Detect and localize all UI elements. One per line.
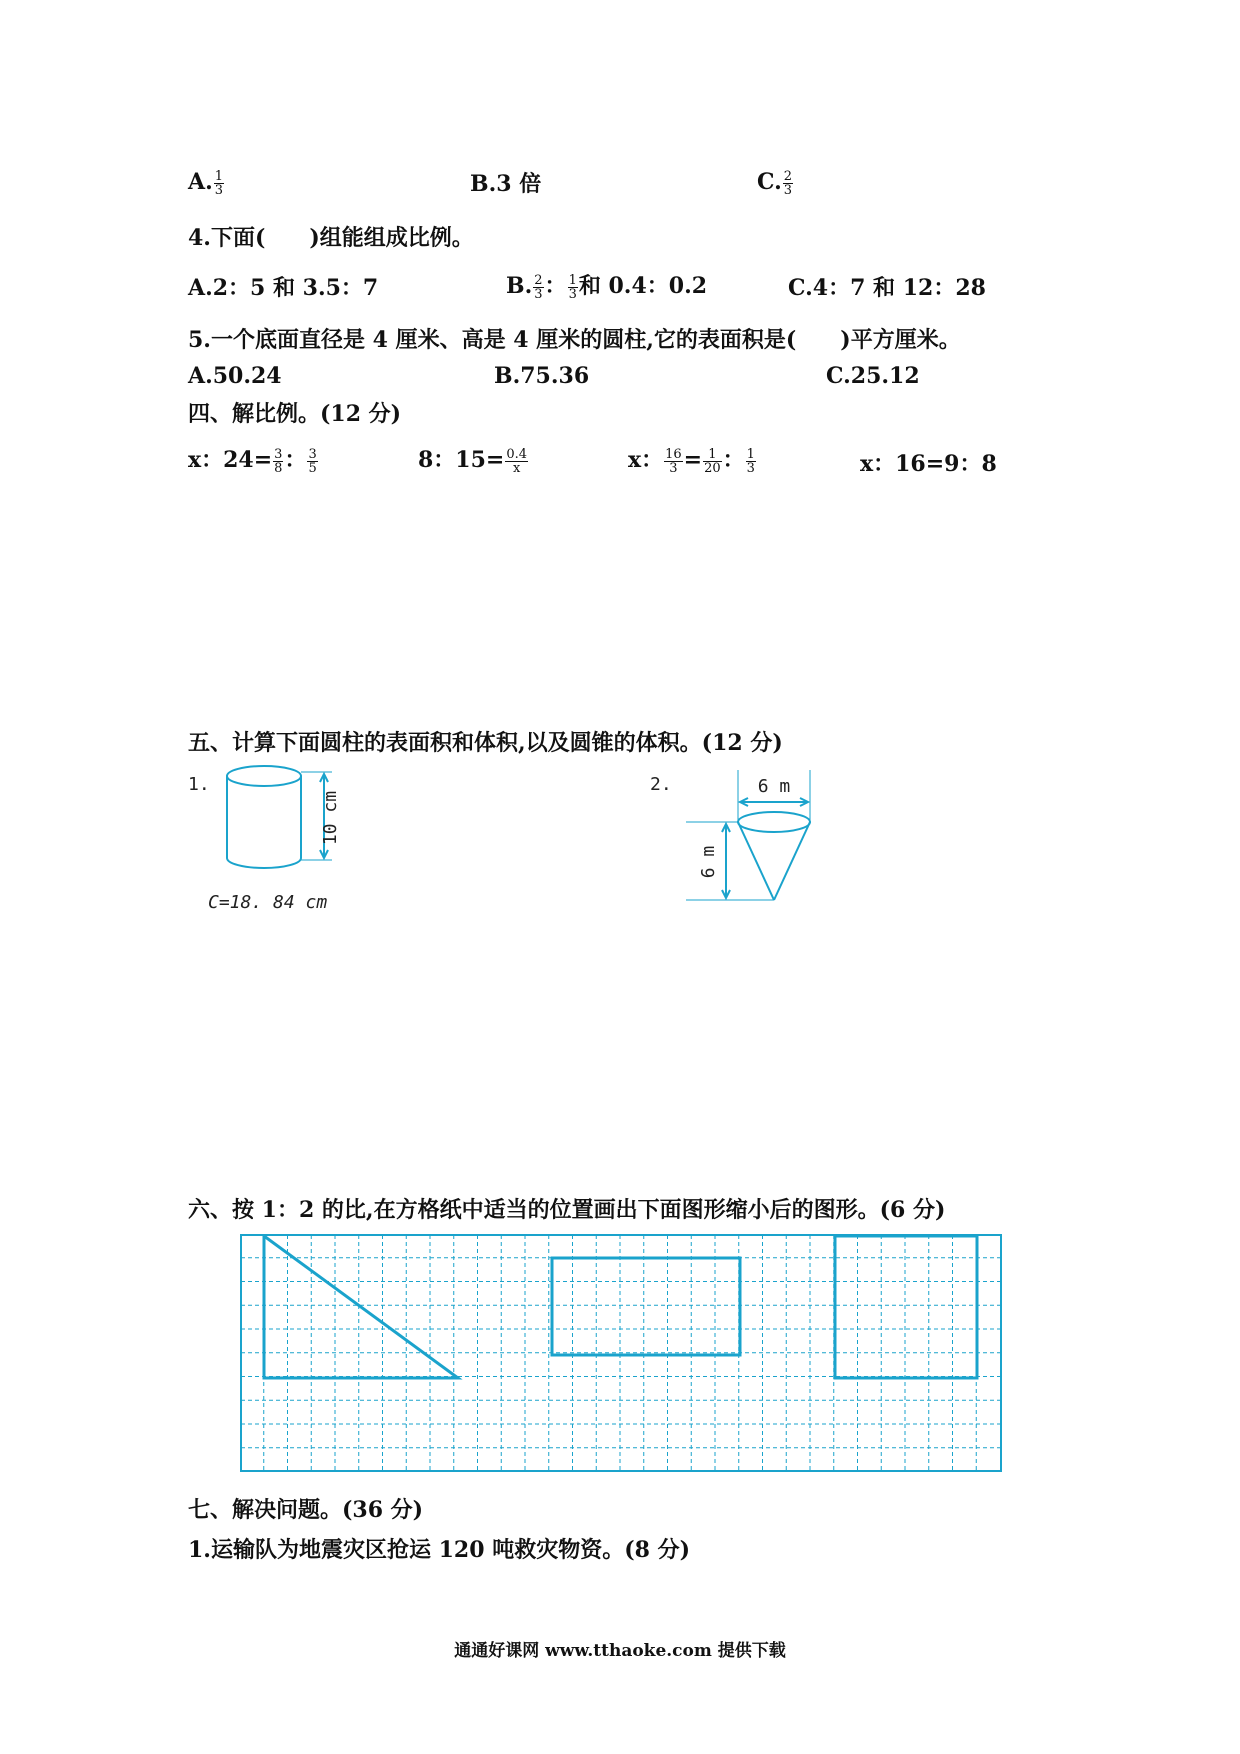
equation-2: 8：15= $\frac{0.4}{x}$: [418, 446, 528, 476]
cone-base: [738, 812, 810, 832]
q3-option-a: A. $\frac{1}{3}$: [188, 168, 224, 198]
fraction: $\frac{2}{3}$: [534, 272, 543, 302]
q5-option-b: B.75.36: [494, 363, 590, 389]
cone-diameter-label: 6 m: [757, 776, 791, 797]
q4-option-a: A.2：5 和 3.5：7: [188, 275, 379, 301]
equation-3: x： $\frac{16}{3}$ = $\frac{1}{20}$ ： $\frac{1}{3}$: [628, 446, 755, 476]
fraction: $\frac{0.4}{x}$: [506, 446, 528, 476]
q4-option-b: B. $\frac{2}{3}$ ： $\frac{1}{3}$ 和 0.4：0.2: [506, 272, 708, 302]
fraction: $\frac{1}{3}$: [214, 168, 224, 198]
section-4-title: 四、解比例。(12 分): [188, 401, 402, 427]
section-7-title: 七、解决问题。(36 分): [188, 1497, 424, 1523]
q5-option-a: A.50.24: [188, 363, 282, 389]
q4-option-c: C.4：7 和 12：28: [788, 275, 986, 301]
cylinder-figure: [214, 752, 354, 872]
q5-option-c: C.25.12: [826, 363, 920, 389]
section-6-title: 六、按 1：2 的比,在方格纸中适当的位置画出下面图形缩小后的图形。(6 分): [188, 1197, 946, 1223]
fraction: $\frac{1}{3}$: [746, 446, 755, 476]
grid-paper: [240, 1234, 1004, 1474]
cylinder-circumference-label: C=18. 84 cm: [208, 892, 328, 913]
equation-4: x：16=9：8: [860, 451, 997, 477]
section-5-title: 五、计算下面圆柱的表面积和体积,以及圆锥的体积。(12 分): [188, 730, 783, 756]
fraction: $\frac{1}{20}$: [704, 446, 721, 476]
q3-option-c: C. $\frac{2}{3}$: [757, 168, 793, 198]
fraction: $\frac{2}{3}$: [783, 168, 793, 198]
cylinder-height-label: 10 cm: [320, 790, 341, 846]
equation-1: x：24= $\frac{3}{8}$ ： $\frac{3}{5}$: [188, 446, 317, 476]
rectangle-shape: [552, 1258, 740, 1355]
q3-option-b: B.3 倍: [470, 171, 542, 197]
figure-2-index: 2.: [650, 774, 672, 795]
fraction: $\frac{3}{8}$: [274, 446, 283, 476]
footer-text: 通通好课网 www.tthaoke.com 提供下载: [454, 1641, 786, 1661]
cone-figure: [680, 770, 830, 910]
q5-stem: 5.一个底面直径是 4 厘米、高是 4 厘米的圆柱,它的表面积是( )平方厘米。: [188, 327, 961, 353]
cylinder-top: [227, 766, 301, 786]
q4-stem: 4.下面( )组能组成比例。: [188, 225, 474, 251]
section-7-question-1: 1.运输队为地震灾区抢运 120 吨救灾物资。(8 分): [188, 1537, 690, 1563]
cone-height-label: 6 m: [698, 845, 719, 879]
fraction: $\frac{3}{5}$: [308, 446, 317, 476]
fraction: $\frac{16}{3}$: [665, 446, 682, 476]
figure-1-index: 1.: [188, 774, 210, 795]
fraction: $\frac{1}{3}$: [568, 272, 577, 302]
